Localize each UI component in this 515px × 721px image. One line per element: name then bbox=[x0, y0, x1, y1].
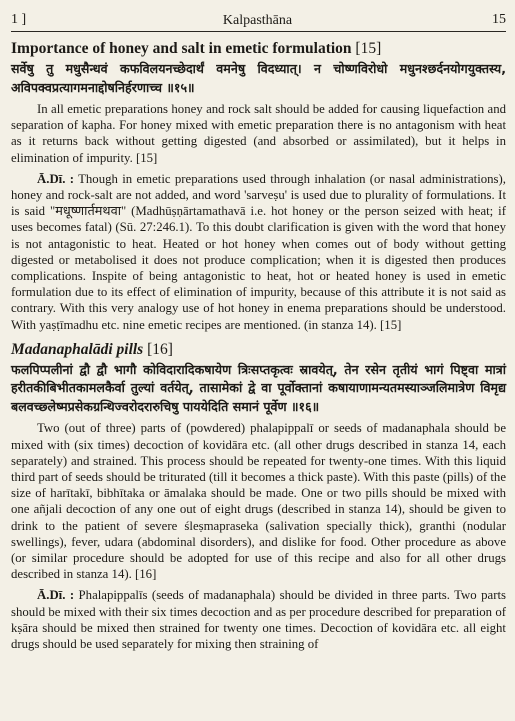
page-number: 15 bbox=[492, 12, 506, 27]
sanskrit-verse-15: सर्वेषु तु मधुसैन्धवं कफविलयनच्छेदार्थं वमनेषु विदध्यात्। न चोष्णविरोधो मधुनश्छर्दनयोगयुक्तस्य, अविपक्वप्रत्यागमनाद्दोषनिर्हरणाच्च ॥१५॥ bbox=[11, 61, 506, 95]
commentary-text: Phalapippalīs (seeds of madanaphala) should be divided in three parts. Two parts should be mixed with their six times decoction and as per procedure described for preparation of kṣāra should be mixed then strained for twenty one times. Decoction of kovidāra etc. all eight drugs should be used separately for mixing then straining of bbox=[11, 588, 506, 651]
section-heading-honey-salt: Importance of honey and salt in emetic formulation [15] bbox=[11, 40, 382, 57]
commentary-label: Ā.Dī. : bbox=[37, 171, 75, 186]
sanskrit-verse-16: फलपिप्पलीनां द्वौ द्वौ भागौ कोविदारादिकषायेण त्रिःसप्तकृत्वः स्रावयेत्, तेन रसेन तृतीयं भागं पिष्ट्वा मात्रां हरीतकीबिभीतकामलकैर्वा तुल्यां वर्तयेत्, तासामेकां द्वे वा पूर्वोक्तानां कषायाणामन्यतमस्याञ्जलिमात्रेण विमृद्य बलवच्छ्लेष्मप्रसेकग्रन्थिज्वरोदरारुचिषु पाययेदिति समानं पूर्वेण ॥१६॥ bbox=[11, 361, 506, 414]
translation-16: Two (out of three) parts of (powdered) phalapippalī or seeds of madanaphala should be mixed with (six times) decoction of kovidāra etc. (all other drugs described in stanza 14, each separately) and strained. This process should be repeated for twenty-one times. With this liquid third part of seeds should be triturated (till it becomes a thick paste). With this paste (pills) of the size of harītakī, bibhītaka or āmalaka should be made. One or two pills should be mixed with one añjali decoction of any one out of eight drugs (described in stanza 14), should be given to drink to the patient of severe śleṣmaprasekа (salivation specially thick), granthi (nodular swellings), fever, udara (abdominal disorders), and dislike for food. Other procedure as above (or similar procedure should be adopted for use of this recipe and also for all other drugs described in stanza 14). [16] bbox=[11, 421, 507, 582]
stanza-number: [16] bbox=[147, 340, 173, 358]
commentary-text: Though in emetic preparations used through inhalation (or nasal administrations), honey and rock-salt are not added, and word 'sarveṣu' is used due to plurality of formulations. It is said "मधूष्णार्तमथवा" (Madhūṣṇārtamathavā i.e. hot honey or the person seized with heat; if uses becomes fatal) (Sū. 27:246.1). To this doubt clarification is given with the word that honey is not antagonistic to heat. Heated or hot honey when comes out of body without getting digested or metabolised it does not produce complication; when it is digested then produces complications. Inspite of being antagonistic to heat, hot or heated honey is used in emetic formulation due to its effect of elimination of impurity, because of this attribute it is not said as contrary. With this very analogy use of hot honey in enema preparations should be understood. With yaṣṭīmadhu etc. nine emetic recipes are mentioned. (in stanza 14). [15] bbox=[11, 171, 506, 332]
running-head bbox=[11, 0, 506, 32]
chapter-marker: 1 ] bbox=[11, 12, 27, 27]
section-heading-madanaphaladi: Madanaphalādi pills [16] bbox=[11, 340, 173, 358]
stanza-number: [15] bbox=[355, 40, 382, 57]
commentary-16 bbox=[11, 587, 506, 652]
commentary-label: Ā.Dī. : bbox=[37, 588, 75, 603]
commentary-15 bbox=[11, 171, 506, 333]
translation-15: In all emetic preparations honey and rock salt should be added for causing liquefaction and separation of kapha. For honey mixed with emetic preparation there is no antagonism with heat as it returns back without getting digested (and absorbed or assimilated), but it helps in elimination of impurity. [15] bbox=[11, 102, 506, 165]
running-title: Kalpasthāna bbox=[222, 13, 293, 28]
